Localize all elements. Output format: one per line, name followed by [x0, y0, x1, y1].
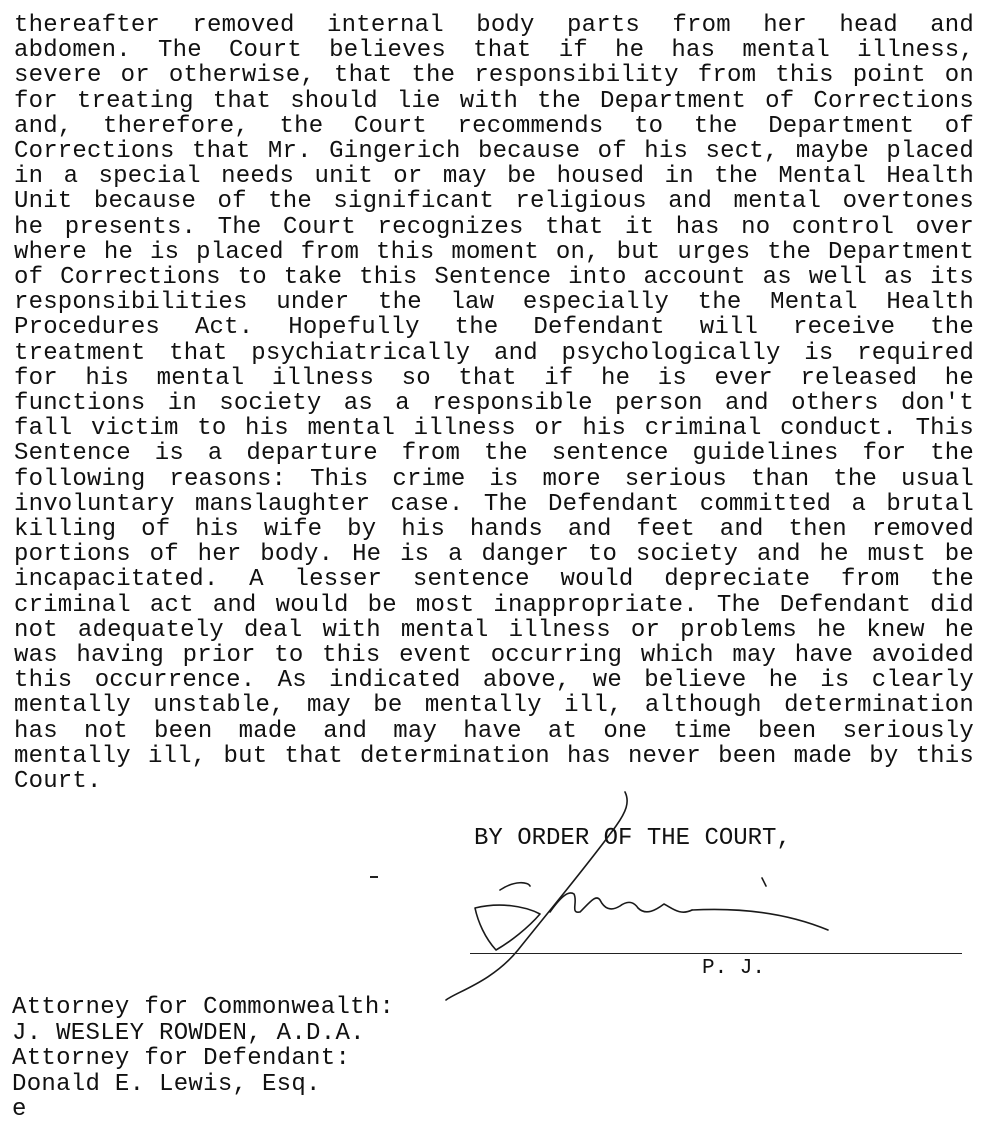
body-text-line: was having prior to this event occurring which may have avoided	[14, 643, 974, 669]
body-text-line: he presents. The Court recognizes that it has no control over	[14, 214, 974, 240]
defendant-attorney-label: Attorney for Defendant:	[12, 1045, 351, 1072]
body-text-line: has not been made and may have at one time been seriously	[14, 718, 974, 744]
body-text-line: mentally unstable, may be mentally ill, although determination	[14, 693, 974, 719]
order-statement: BY ORDER OF THE COURT,	[474, 825, 791, 852]
body-text-line: criminal act and would be most inappropriate. The Defendant did	[14, 592, 974, 618]
judge-signature	[440, 790, 840, 1010]
judge-title: P. J.	[702, 957, 766, 980]
body-text-line: for treating that should lie with the Department of Corrections	[14, 88, 974, 114]
body-text-line: functions in society as a responsible person and others don't	[14, 391, 974, 417]
body-text-line: not adequately deal with mental illness or problems he knew he	[14, 617, 974, 644]
body-text-line: of Corrections to take this Sentence into account as well as its	[14, 265, 974, 291]
body-text-line: in a special needs unit or may be housed in the Mental Health	[14, 164, 974, 190]
footer-mark: e	[12, 1096, 27, 1123]
body-text-line: incapacitated. A lesser sentence would depreciate from the	[14, 567, 974, 593]
body-text-line: abdomen. The Court believes that if he has mental illness,	[14, 38, 974, 64]
body-text-line: portions of her body. He is a danger to society and he must be	[14, 542, 974, 568]
body-text-line: this occurrence. As indicated above, we believe he is clearly	[14, 668, 974, 694]
body-text-line: thereafter removed internal body parts from her head and	[14, 13, 974, 39]
body-text-line: Procedures Act. Hopefully the Defendant will receive the	[14, 315, 974, 341]
body-text-line: for his mental illness so that if he is ever released he	[14, 365, 974, 392]
stray-mark	[370, 876, 378, 878]
body-text-line: treatment that psychiatrically and psychologically is required	[14, 340, 974, 366]
body-text-line: fall victim to his mental illness or his criminal conduct. This	[14, 416, 974, 442]
body-text-line: severe or otherwise, that the responsibility from this point on	[14, 63, 974, 89]
body-text-line: responsibilities under the law especially the Mental Health	[14, 290, 974, 316]
sentence-body-text	[14, 13, 984, 794]
attorney-listing	[12, 995, 394, 1123]
body-text-line: Sentence is a departure from the sentence guidelines for the	[14, 441, 974, 467]
body-text-line: Court.	[14, 769, 102, 795]
signature-line	[470, 953, 962, 954]
body-text-line: following reasons: This crime is more serious than the usual	[14, 466, 974, 492]
body-text-line: Corrections that Mr. Gingerich because of his sect, maybe placed	[14, 139, 974, 165]
defendant-attorney-name: Donald E. Lewis, Esq.	[12, 1070, 321, 1098]
commonwealth-attorney-name: J. WESLEY ROWDEN, A.D.A.	[12, 1019, 365, 1047]
body-text-line: mentally ill, but that determination has never been made by this	[14, 743, 974, 770]
body-text-line: Unit because of the significant religious and mental overtones	[14, 189, 974, 215]
body-text-line: where he is placed from this moment on, but urges the Department	[14, 239, 974, 266]
commonwealth-attorney-label: Attorney for Commonwealth:	[12, 994, 395, 1021]
body-text-line: and, therefore, the Court recommends to the Department of	[14, 113, 974, 140]
body-text-line: killing of his wife by his hands and feet and then removed	[14, 517, 974, 543]
body-text-line: involuntary manslaughter case. The Defendant committed a brutal	[14, 491, 974, 518]
